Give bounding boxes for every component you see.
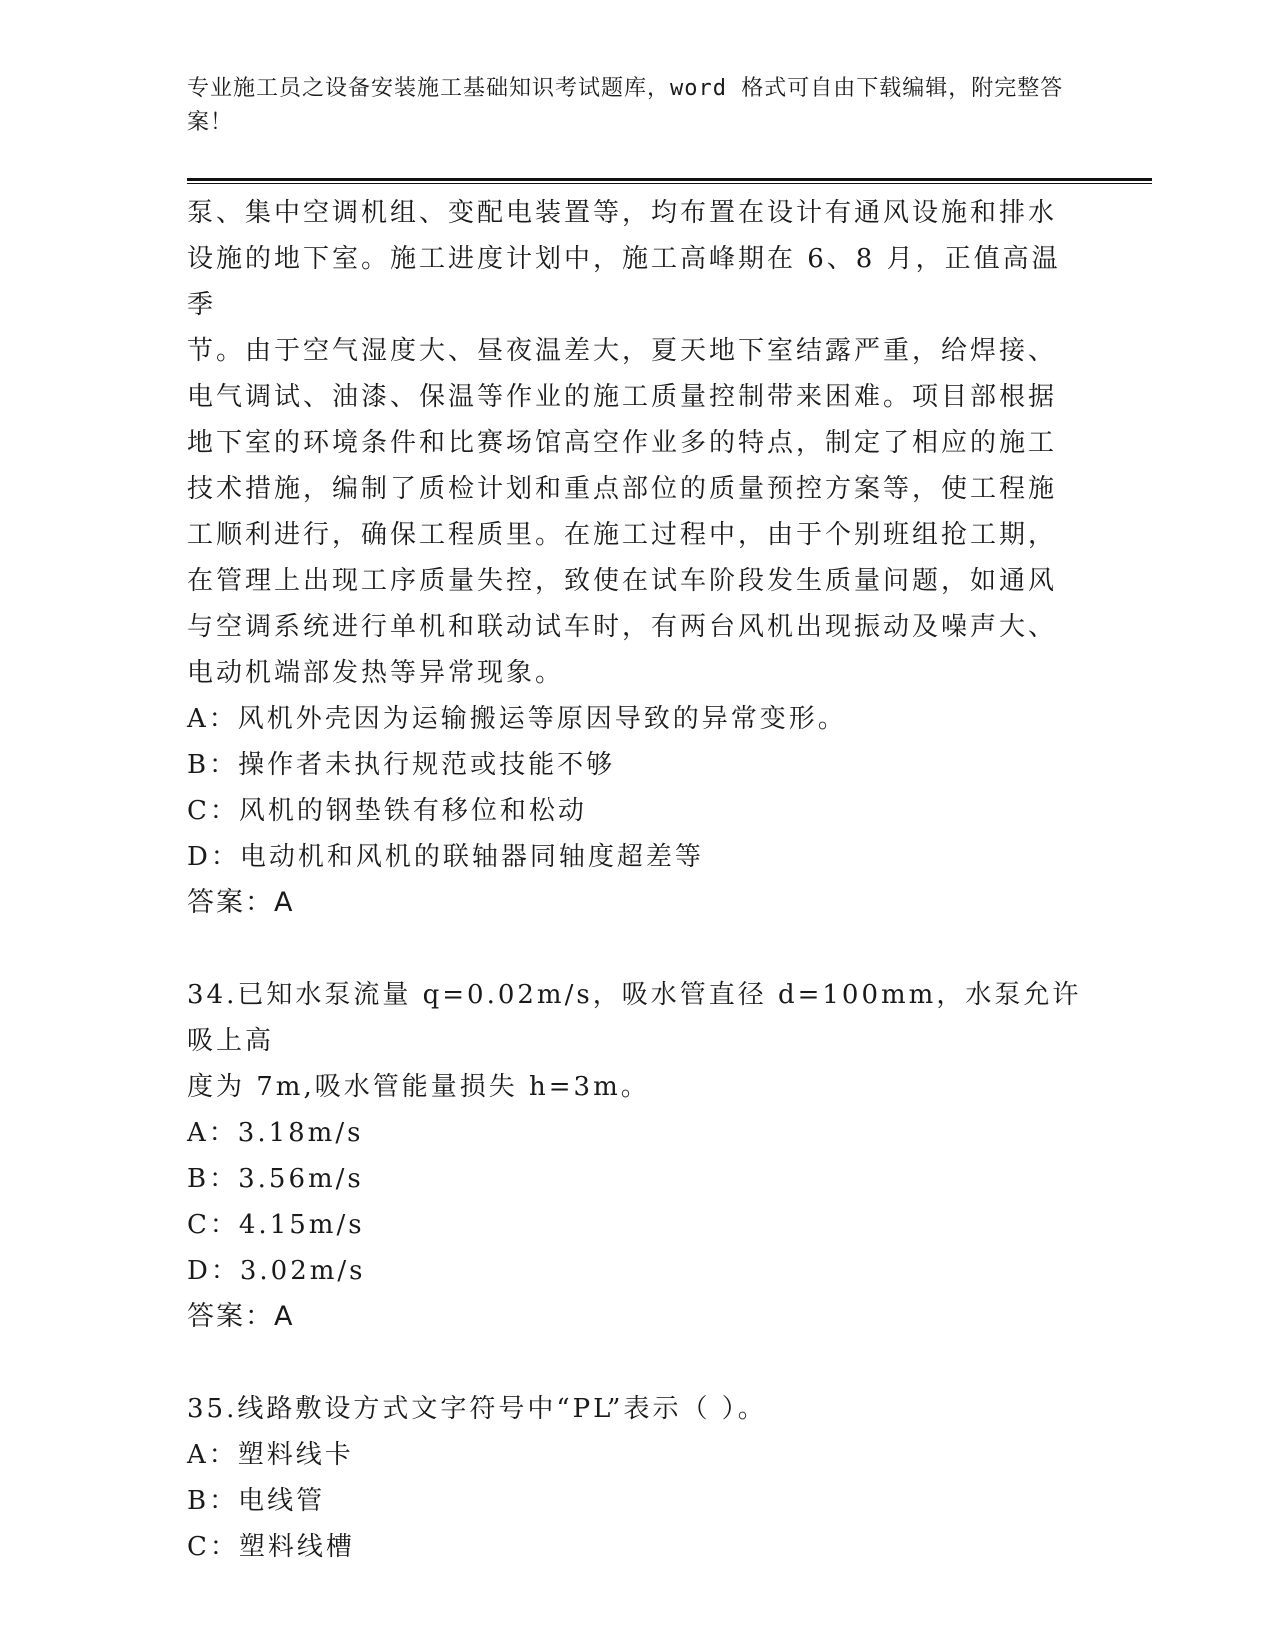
document-header: 专业施工员之设备安装施工基础知识考试题库，word 格式可自由下载编辑，附完整答案！ (187, 76, 1064, 135)
question-text-line: 泵、集中空调机组、变配电装置等，均布置在设计有通风设施和排水 (187, 198, 1058, 228)
question-text-line: 在管理上出现工序质量失控，致使在试车阶段发生质量问题，如通风 (187, 566, 1058, 596)
option-a: A：3.18m/s (187, 1118, 364, 1148)
option-c: C：风机的钢垫铁有移位和松动 (187, 796, 587, 826)
option-b: B：电线管 (187, 1486, 326, 1516)
question-text-line: 工顺利进行，确保工程质里。在施工过程中，由于个别班组抢工期， (187, 520, 1058, 550)
question-spacer (187, 1340, 1087, 1386)
header-rule-thick (187, 178, 1152, 181)
question-text-line: 地下室的环境条件和比赛场馆高空作业多的特点，制定了相应的施工 (187, 428, 1058, 458)
option-a: A：风机外壳因为运输搬运等原因导致的异常变形。 (187, 704, 847, 734)
option-a: A：塑料线卡 (187, 1440, 354, 1470)
document-body (187, 190, 1087, 1570)
question-text-line: 节。由于空气湿度大、昼夜温差大，夏天地下室结露严重，给焊接、 (187, 336, 1058, 366)
question-text-line: 度为 7m,吸水管能量损失 h=3m。 (187, 1072, 650, 1102)
question-spacer (187, 926, 1087, 972)
question-text-line: 电动机端部发热等异常现象。 (187, 658, 565, 688)
option-b: B：操作者未执行规范或技能不够 (187, 750, 616, 780)
question-text-line: 34.已知水泵流量 q=0.02m/s，吸水管直径 d=100mm，水泵允许吸上高 (187, 980, 1082, 1056)
question-text-line: 设施的地下室。施工进度计划中，施工高峰期在 6、8 月，正值高温季 (187, 244, 1061, 320)
question-text-line: 技术措施，编制了质检计划和重点部位的质量预控方案等，使工程施 (187, 474, 1058, 504)
header-rule-thin (187, 183, 1152, 184)
question-text-line: 与空调系统进行单机和联动试车时，有两台风机出现振动及噪声大、 (187, 612, 1058, 642)
option-c: C：4.15m/s (187, 1210, 365, 1240)
answer-line: 答案：A (187, 1301, 295, 1332)
answer-line: 答案：A (187, 887, 295, 918)
question-35 (187, 1386, 1087, 1570)
question-text-line: 电气调试、油漆、保温等作业的施工质量控制带来困难。项目部根据 (187, 382, 1058, 412)
question-33 (187, 190, 1087, 926)
question-34 (187, 972, 1087, 1340)
option-d: D：3.02m/s (187, 1256, 366, 1286)
option-c: C：塑料线槽 (187, 1532, 355, 1562)
option-d: D：电动机和风机的联轴器同轴度超差等 (187, 842, 704, 872)
question-text-line: 35.线路敷设方式文字符号中“PL”表示（ ）。 (187, 1394, 767, 1424)
option-b: B：3.56m/s (187, 1164, 364, 1194)
